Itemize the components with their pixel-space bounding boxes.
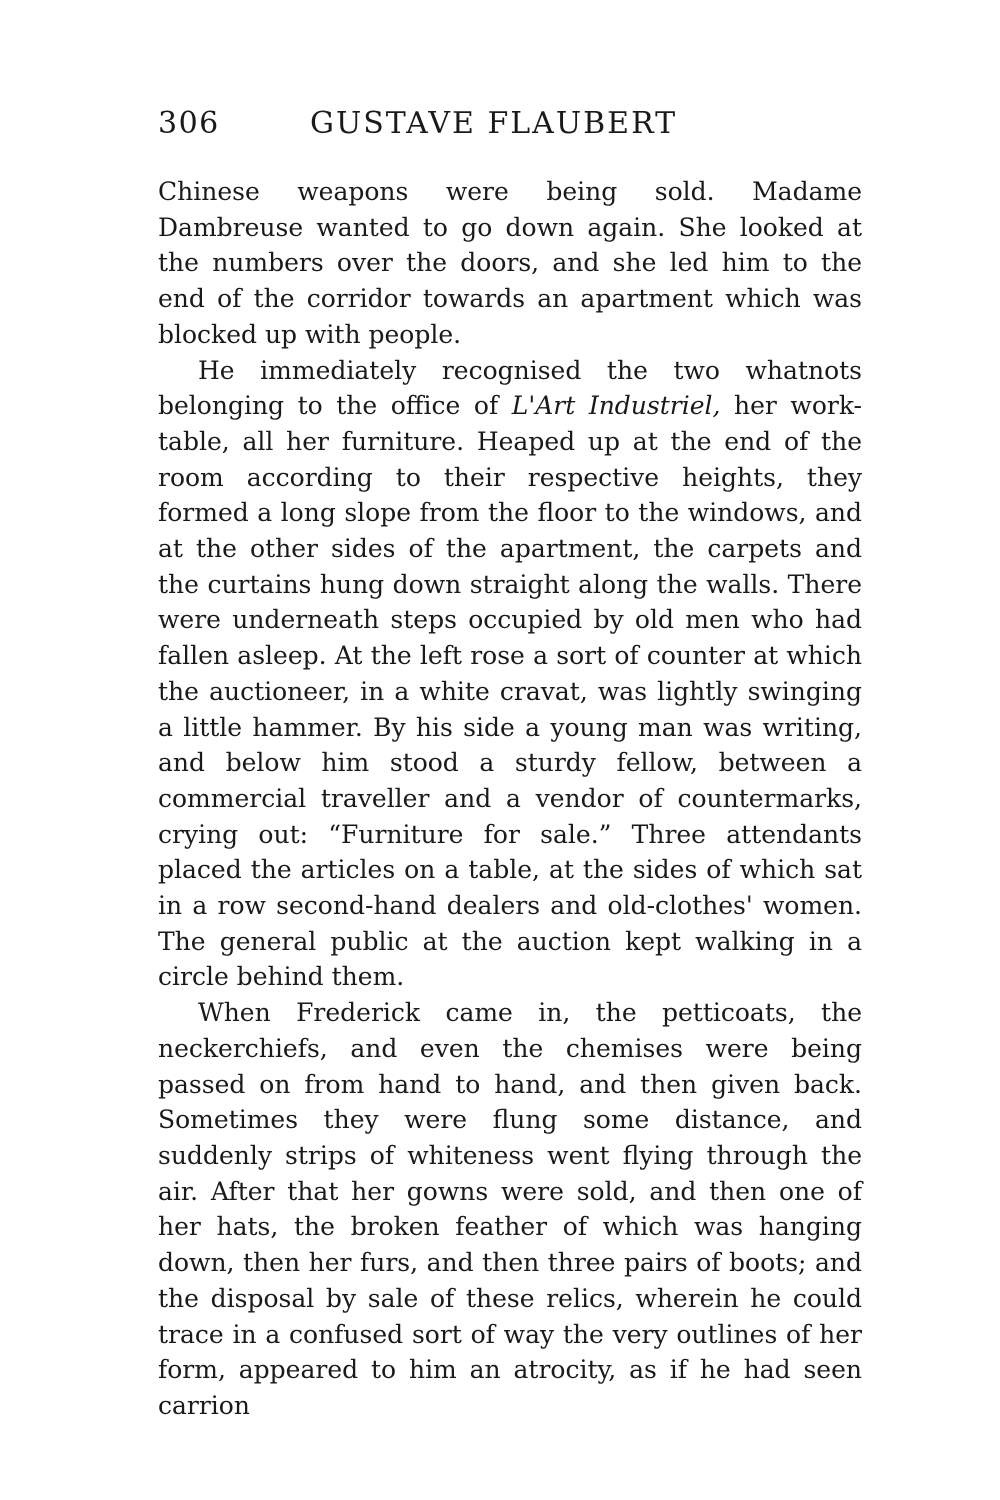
paragraph-2 — [158, 353, 862, 996]
paragraph-2-text-before: He immediately recognised the two whatnots belonging to the office of — [158, 355, 862, 421]
book-page — [158, 96, 862, 1424]
paragraph-3: When Frederick came in, the petticoats, the neckerchiefs, and even the chemises were being passed on from hand to hand, and then given back. Sometimes they were flung some distance, and suddenly strips of whiteness went flying through the air. After that her gowns were sold, and then one of her hats, the broken feather of which was hanging down, then her furs, and then three pairs of boots; and the disposal by sale of these relics, wherein he could trace in a confused sort of way the very outlines of her form, appeared to him an atrocity, as if he had seen carrion — [158, 998, 862, 1420]
journal-title-italic: L'Art Industriel, — [511, 391, 721, 421]
running-title: GUSTAVE FLAUBERT — [310, 106, 678, 141]
page-body — [158, 174, 862, 1424]
paragraph-2-text-after: her work-table, all her furniture. Heaped up at the end of the room according to their respective heights, they formed a long slope from the floor to the windows, and at the other sides of the apartment, the carpets and the curtains hung down straight along the walls. There were underneath steps occupied by old men who had fallen asleep. At the left rose a sort of counter at which the auctioneer, in a white cravat, was lightly swinging a little hammer. By his side a young man was writing, and below him stood a sturdy fellow, between a commercial traveller and a vendor of countermarks, crying out: “Furniture for sale.” Three attendants placed the articles on a table, at the sides of which sat in a row second-hand dealers and old-clothes' women. The general public at the auction kept walking in a circle behind them. — [158, 391, 862, 992]
page-number: 306 — [158, 106, 220, 141]
running-head — [158, 96, 862, 152]
paragraph-1: Chinese weapons were being sold. Madame Dambreuse wanted to go down again. She looked at the numbers over the doors, and she led him to the end of the corridor towards an apartment which was blocked up with people. — [158, 177, 862, 349]
